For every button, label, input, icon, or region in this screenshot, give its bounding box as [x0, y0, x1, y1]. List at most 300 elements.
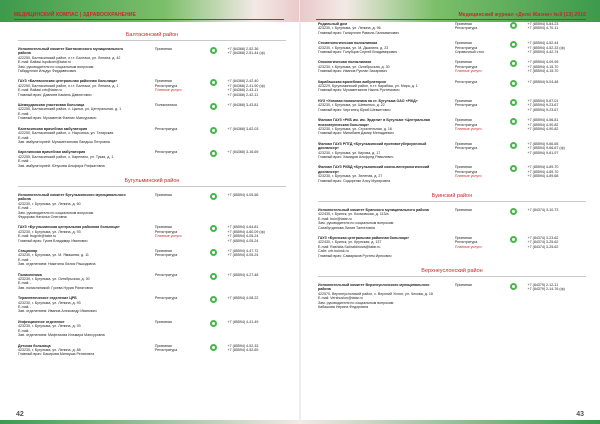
- reception-labels: [155, 103, 206, 121]
- org-detail-line: Главный врач: Хамидов Альфред Равилевич: [318, 154, 394, 159]
- reception-label: Приемная: [454, 207, 472, 212]
- org-detail-line: Федорова Наталья Олеговна: [18, 214, 67, 219]
- phone-number: +7 (85594) 5-84-23: [527, 22, 559, 26]
- phone-number: +7 (84374) 3-23-62: [527, 236, 559, 240]
- org-detail-line: 422430, г. Буинск, ул. Космовская, д. 113/а: [318, 212, 389, 217]
- right-header-title: Медицинский журнал «Дело Жизни» №9 (13) 2016: [458, 12, 586, 18]
- org-detail-line: Главный врач: Давлиев Камиль Давлятович: [18, 92, 92, 97]
- phone-number: +7 (84374) 3-25-62: [527, 244, 559, 249]
- org-detail-line: Зав. отделением: Мифтахова Ильмира Мансуровна: [18, 333, 105, 338]
- whatsapp-phone-icon: [510, 60, 517, 67]
- org-name: НУЗ «Узловая поликлиника на ст. Бугульма ОАО «РЖД»: [318, 98, 418, 103]
- org-detail-line: Зам. руководителя по социальным вопросам: [318, 300, 394, 305]
- phone-number: +7 (85594) 4-89-70: [527, 165, 559, 170]
- phone-list: [228, 273, 286, 291]
- left-content: [18, 22, 286, 363]
- org-detail-line: E-mail: Rashida.Sahratdinova@tatar.ru: [318, 244, 381, 249]
- whatsapp-phone-icon: [510, 99, 517, 106]
- reception-label: Регистратура: [154, 126, 178, 131]
- org-detail-line: Главный врач: Иванов Руслан Захарович: [318, 69, 388, 74]
- org-entry: [18, 47, 286, 73]
- org-detail-line: 422255, Балтасинский район, с. Карелино, ул. Тукая, д. 1: [18, 154, 114, 159]
- org-info: [18, 249, 135, 267]
- org-detail-line: Главный врач: Гусев Владимир Иванович: [18, 238, 88, 243]
- reception-label: Регистратура: [454, 64, 478, 69]
- phone-number: +7 (84374) 3-10-73: [527, 207, 559, 212]
- org-detail-line: 423230, г. Бугульма, ул. Ленина, д. 93: [18, 324, 81, 329]
- whatsapp-phone-icon: [510, 80, 517, 87]
- reception-labels: [155, 225, 206, 243]
- phone-list: [528, 118, 586, 136]
- footer-band: [0, 420, 300, 424]
- reception-label: Приемная: [154, 79, 172, 84]
- reception-labels: [455, 283, 506, 309]
- reception-label: Регистратура: [154, 296, 178, 301]
- reception-label: Приемная: [454, 98, 472, 103]
- district-heading: Балтасинский район: [18, 32, 286, 41]
- reception-label: Регистратура: [154, 347, 178, 352]
- district-heading: Бугульминский район: [18, 178, 286, 187]
- phone-number: +7 (85594) 4-05-24: [227, 234, 259, 239]
- phone-list: [228, 127, 286, 145]
- org-entry: [18, 127, 286, 145]
- org-entry: [18, 344, 286, 357]
- reception-label: Регистратура: [154, 272, 178, 277]
- whatsapp-phone-icon: [210, 320, 217, 327]
- phone-number: +7 (85594) 4-70-11: [527, 26, 559, 31]
- org-detail-line: Зав. отделением: Иванов Александр Иванович: [18, 309, 97, 314]
- org-name: Исполнительный комитет Буинского муниципального района: [318, 207, 429, 212]
- org-detail-line: E-mail: bugcrb@tatar.ru: [18, 234, 57, 239]
- org-detail-line: Сахабутдинова Лилия Талгатовна: [318, 225, 375, 230]
- reception-label: Регистратура: [154, 83, 178, 88]
- org-info: [318, 118, 435, 136]
- phone-list: [228, 47, 286, 73]
- org-detail-line: Кабашова Нерина Федоровна: [318, 305, 369, 310]
- phone-list: [228, 150, 286, 168]
- org-info: [318, 80, 435, 93]
- org-entry: [318, 80, 586, 93]
- org-detail-line: Главный врач: Бакирова Миляуша Ренатовна: [18, 352, 95, 357]
- reception-label: Приемная: [454, 141, 472, 146]
- org-entry: [318, 142, 586, 160]
- reception-labels: [455, 236, 506, 258]
- reception-labels: [155, 79, 206, 97]
- reception-labels: [455, 165, 506, 183]
- reception-labels: [155, 150, 206, 168]
- org-detail-line: 423230, г. Бугульма, ул. Октябрьская, д. 30: [318, 64, 390, 69]
- phone-number: +7 (85594) 4-89-70: [527, 169, 559, 174]
- org-detail-line: 423230, г. Бугульма, ул. Октябрьская, д. 30: [18, 277, 90, 282]
- org-detail-line: 423230, г. Бугульма, ул. Строительная, д. 16: [318, 126, 392, 131]
- org-info: [318, 142, 435, 160]
- org-detail-line: Главный врач: Сидоренко Алсу Мунировна: [318, 178, 391, 183]
- phone-list: [228, 296, 286, 314]
- phone-list: [528, 236, 586, 258]
- phone-number: +7 (85594) 4-52-44: [527, 41, 559, 46]
- org-detail-line: Зав. амбулаторией: Юнусова Альфира Рифкатовна: [18, 163, 105, 168]
- phone-number: +7 (85594) 4-05-56: [227, 192, 259, 197]
- org-entry: [318, 283, 586, 309]
- header-rule: [14, 19, 284, 20]
- org-name: Филиал ГАУЗ РКВД «Бугульминский кожно-венерологический диспансер»: [318, 165, 430, 174]
- org-entry: [318, 208, 586, 230]
- org-name: Поликлиника: [18, 272, 42, 277]
- org-detail-line: Главный врач: Самаряков Рустем Ирекович: [318, 253, 392, 258]
- org-detail-line: Главный врач: Минибаев Дамир Менадиевич: [318, 131, 394, 136]
- phone-number: +7 (84368) 2-42-40: [227, 79, 259, 84]
- whatsapp-phone-icon: [210, 79, 217, 86]
- phone-number: +7 (85594) 4-56-81: [527, 118, 559, 123]
- org-detail-line: 422250, Балтасинский район, п.г.т. Балтаси, ул. Ленина, д. 42: [18, 55, 121, 60]
- org-name: Стационар: [18, 249, 38, 253]
- org-detail-line: Габидуллин Ильдус Фирдавесович: [18, 69, 77, 74]
- district-heading: Верхнеуслонский район: [318, 268, 586, 277]
- phone-number: +7 (85594) 4-08-22: [227, 296, 259, 301]
- phone-number: +7 (85594) 4-15-70: [527, 69, 559, 74]
- org-entry: [318, 41, 586, 54]
- paid-services-label: Платные услуги: [454, 69, 482, 74]
- org-info: [18, 320, 135, 338]
- phone-number: +7 (84379) 2-12-11: [527, 283, 559, 288]
- phone-list: [228, 249, 286, 267]
- whatsapp-phone-icon: [510, 118, 517, 125]
- org-detail-line: E-mail: Baltasi.crb@tatar.ru: [18, 88, 62, 93]
- phone-number: +7 (84374) 3-25-62: [527, 240, 559, 245]
- org-info: [318, 22, 435, 35]
- org-detail-line: 423230, г. Бугульма, ул. М. Джалиля, д. 23: [318, 45, 389, 50]
- reception-label: Приемная: [454, 60, 472, 65]
- phone-number: +7 (84368) 2-41-90 (ф): [227, 83, 265, 88]
- org-detail-line: Зам. руководителя по социальным вопросам: [18, 210, 94, 215]
- whatsapp-phone-icon: [210, 193, 217, 200]
- org-detail-line: Сайт: crb.buinsk.ru: [318, 249, 349, 254]
- right-page: [300, 0, 600, 424]
- org-detail-line: 422250, Балтасинский район, п.г.т. Балтаси, ул. Ленина, д. 1: [18, 83, 119, 88]
- org-info: [318, 60, 435, 73]
- phone-list: [228, 103, 286, 121]
- whatsapp-phone-icon: [210, 103, 217, 110]
- phone-list: [228, 193, 286, 219]
- org-detail-line: Главный врач: Мухаметзянов Наиль Рустемович: [318, 88, 400, 93]
- org-info: [318, 165, 435, 183]
- reception-label: Регистратура: [454, 79, 478, 84]
- org-detail-line: 423230, г. Бугульма, ул. Ленина, д. 88: [18, 347, 81, 352]
- phone-number: +7 (85594) 4-89-68: [527, 174, 559, 179]
- org-entry: [318, 99, 586, 112]
- org-detail-line: 422430, г. Буинск, ул. Крупская, д. 137: [318, 240, 382, 245]
- phone-number: +7 (84368) 2-43-11: [227, 88, 259, 93]
- org-info: [18, 225, 135, 243]
- phone-number: +7 (85594) 4-05-24: [227, 253, 259, 258]
- org-detail-line: E-mail: -: [18, 159, 32, 164]
- org-info: [18, 344, 135, 357]
- paid-services-label: Платные услуги: [154, 88, 182, 93]
- phone-number: +7 (85594) 4-64-81: [227, 225, 259, 230]
- phone-number: +7 (85594) 4-15-70: [527, 64, 559, 69]
- reception-label: Приемная: [154, 192, 172, 197]
- phone-number: +7 (85594) 4-52-33: [227, 343, 259, 348]
- phone-number: +7 (85594) 9-61-97: [527, 150, 559, 155]
- reception-label: Регистратура: [454, 103, 478, 108]
- org-name: Детская больница: [18, 343, 51, 348]
- org-entry: [18, 79, 286, 97]
- org-info: [318, 236, 435, 258]
- reception-label: Приемная: [454, 41, 472, 46]
- reception-label: Приемная: [154, 225, 172, 230]
- left-header-title: МЕДИЦИНСКИЙ КОМПАС | ЗДРАВООХРАНЕНИЕ: [14, 12, 136, 18]
- phone-list: [528, 22, 586, 35]
- phone-number: +7 (84368) 3-62-03: [227, 126, 259, 131]
- reception-labels: [455, 60, 506, 73]
- phone-list: [528, 165, 586, 183]
- page-number-right: 43: [576, 411, 584, 418]
- phone-list: [228, 320, 286, 338]
- org-entry: [18, 225, 286, 243]
- paid-services-label: Платные услуги: [154, 234, 182, 239]
- org-name: Родильный дом: [318, 22, 347, 26]
- reception-label: Регистратура: [154, 229, 178, 234]
- phone-number: +7 (85594) 4-90-82: [527, 122, 559, 127]
- whatsapp-phone-icon: [210, 273, 217, 280]
- org-detail-line: 422250, Балтасинский район, с. Нырсинка, ул. Татарская: [18, 131, 114, 136]
- org-detail-line: E-mail: -: [18, 111, 32, 116]
- org-detail-line: Главный врач: Галиуллин Рамиль Галимзянович: [318, 30, 400, 35]
- phone-number: +7 (84368) 3-16-69: [227, 150, 259, 155]
- reception-label: Приемная: [154, 249, 172, 253]
- phone-number: +7 (85594) 4-09-95: [527, 60, 559, 65]
- phone-number: +7 (84368) 3-43-81: [227, 103, 259, 108]
- reception-labels: [455, 22, 506, 35]
- org-detail-line: Зав. отделением: Никитина Лилия Рашидовна: [18, 262, 96, 267]
- org-info: [18, 103, 135, 121]
- whatsapp-phone-icon: [510, 22, 517, 29]
- phone-list: [228, 79, 286, 97]
- phone-list: [528, 41, 586, 54]
- whatsapp-phone-icon: [210, 150, 217, 157]
- reception-labels: [155, 344, 206, 357]
- whatsapp-phone-icon: [510, 142, 517, 149]
- phone-number: +7 (85594) 5-04-48: [527, 79, 559, 84]
- org-info: [18, 150, 135, 168]
- reception-label: Приемная: [454, 118, 472, 123]
- phone-number: +7 (84379) 2-14-76 (ф): [527, 287, 565, 292]
- phone-number: +7 (85594) 4-90-82: [527, 126, 559, 131]
- org-name: Терапевтическое отделение ЦРБ: [18, 296, 77, 301]
- whatsapp-phone-icon: [210, 127, 217, 134]
- reception-label: Поликлиника: [154, 103, 177, 108]
- reception-label: Справочный стол: [454, 50, 485, 55]
- org-name: Исполнительный комитет Верхнеуслонского муниципального района: [318, 283, 430, 292]
- reception-labels: [155, 193, 206, 219]
- org-entry: [18, 296, 286, 314]
- reception-label: Регистратура: [454, 146, 478, 151]
- footer-band: [300, 420, 600, 424]
- right-content: [318, 22, 586, 315]
- org-detail-line: E-mail: -: [18, 305, 32, 310]
- org-entry: [318, 60, 586, 73]
- phone-list: [528, 60, 586, 73]
- reception-label: Регистратура: [454, 169, 478, 174]
- phone-number: +7 (85594) 9-23-67: [527, 107, 559, 112]
- phone-number: +7 (85594) 4-60-09 (ф): [227, 229, 265, 234]
- org-info: [18, 296, 135, 314]
- org-name: Балтасинская врачебная амбулатория: [18, 126, 88, 131]
- org-entry: [18, 150, 286, 168]
- org-detail-line: 423230, г. Бугульма, ул. Ленина, д. 93: [18, 300, 81, 305]
- phone-list: [528, 80, 586, 93]
- reception-labels: [155, 296, 206, 314]
- org-entry: [318, 118, 586, 136]
- whatsapp-phone-icon: [510, 236, 517, 243]
- org-entry: [18, 103, 286, 121]
- reception-label: Приемная: [454, 236, 472, 240]
- phone-number: +7 (85594) 4-42-74: [527, 50, 559, 55]
- phone-number: +7 (84368) 2-51-44 (ф): [227, 51, 265, 56]
- phone-number: +7 (85594) 9-66-67 (ф): [527, 146, 565, 151]
- org-detail-line: Главный врач: Голубцов Сергей Владимирович: [318, 50, 398, 55]
- org-name: Исполнительный комитет Бугульминского муниципального района: [18, 192, 126, 202]
- reception-labels: [155, 320, 206, 338]
- org-entry: [318, 165, 586, 183]
- org-detail-line: E-mail: -: [18, 328, 32, 333]
- phone-number: +7 (85594) 9-23-67: [527, 103, 559, 108]
- reception-label: Регистратура: [454, 122, 478, 127]
- org-info: [318, 99, 435, 112]
- phone-list: [228, 225, 286, 243]
- page-number-left: 42: [16, 411, 24, 418]
- org-entry: [18, 273, 286, 291]
- reception-labels: [455, 142, 506, 160]
- reception-labels: [155, 249, 206, 267]
- reception-label: Приемная: [154, 343, 172, 348]
- paid-services-label: Платные услуги: [454, 174, 482, 179]
- reception-label: Приемная: [454, 283, 472, 288]
- phone-list: [528, 208, 586, 230]
- org-detail-line: 423230, г. Бугульма, ул. М. Ямашева, д. 11: [18, 253, 89, 258]
- org-detail-line: Зам. руководителя по социальным вопросам: [18, 64, 94, 69]
- org-name: ГАУЗ «Бугульминская центральная районная больница»: [18, 225, 120, 230]
- org-detail-line: E-mail: buin@tatar.ru: [318, 216, 352, 221]
- phone-number: +7 (85594) 9-66-65: [527, 141, 559, 146]
- phone-number: +7 (85594) 4-47-72: [227, 249, 259, 253]
- org-detail-line: Зам. руководителя по социальным вопросам: [318, 221, 394, 226]
- org-detail-line: E-mail: -: [18, 135, 32, 140]
- reception-labels: [455, 41, 506, 54]
- org-detail-line: 423230, г. Бугульма, ул. Ленина, д. 96: [318, 26, 381, 31]
- whatsapp-phone-icon: [510, 41, 517, 48]
- reception-label: Регистратура: [454, 45, 478, 50]
- phone-list: [528, 99, 586, 112]
- phone-number: +7 (85594) 4-41-49: [227, 319, 259, 324]
- reception-label: Приемная: [454, 22, 472, 26]
- org-info: [18, 47, 135, 73]
- paid-services-label: Платные услуги: [454, 126, 482, 131]
- org-entry: [318, 22, 586, 35]
- phone-number: +7 (85594) 4-52-33 (ф): [527, 45, 565, 50]
- org-name: Онкологическая поликлиника: [318, 60, 372, 65]
- reception-labels: [455, 99, 506, 112]
- phone-number: +7 (85594) 4-05-24: [227, 238, 259, 243]
- org-detail-line: 423230, г. Бугульма, ул. Зеленая, д. 27: [318, 174, 383, 179]
- header-rule: [316, 19, 586, 20]
- org-detail-line: 423229, Бугульминский район, п.г.т. Карабаш, ул. Мира, д. 1: [318, 84, 418, 89]
- org-name: Шеморданская участковая больница: [18, 103, 85, 108]
- org-entry: [18, 193, 286, 219]
- org-name: ГАУЗ «Балтасинская центральная районная больница»: [18, 79, 118, 84]
- reception-label: Приемная: [154, 319, 172, 324]
- reception-labels: [155, 127, 206, 145]
- reception-labels: [155, 273, 206, 291]
- org-detail-line: Зав. поликлиникой: Гусева Нурия Ринатовна: [18, 285, 93, 290]
- phone-number: +7 (85594) 4-27-48: [227, 272, 259, 277]
- org-name: Филиал ГАУЗ «РКБ им. им. Эрдели» в Бугульме «Центральная психиатрическая больница»: [318, 118, 431, 127]
- whatsapp-phone-icon: [510, 208, 517, 215]
- org-info: [318, 41, 435, 54]
- reception-label: Приемная: [154, 47, 172, 51]
- reception-label: Регистратура: [454, 240, 478, 245]
- whatsapp-phone-icon: [510, 283, 517, 290]
- org-info: [318, 283, 435, 309]
- org-info: [18, 193, 135, 219]
- org-name: Карабашская врачебная амбулатория: [318, 79, 386, 84]
- org-name: Инфекционное отделение: [18, 319, 65, 324]
- org-detail-line: E-mail: -: [18, 206, 32, 211]
- reception-labels: [455, 80, 506, 93]
- org-info: [318, 208, 435, 230]
- org-name: ГАУЗ «Буинская центральная районная больница»: [318, 236, 410, 240]
- org-detail-line: 423230, г. Бугульма, ул. Шевченко, д. 22: [318, 103, 385, 108]
- reception-label: Регистратура: [454, 26, 478, 31]
- org-detail-line: Главный врач: Чергинец Юрий Шевкетович: [318, 107, 391, 112]
- phone-number: +7 (84368) 2-52-36: [227, 47, 259, 51]
- reception-labels: [155, 47, 206, 73]
- whatsapp-phone-icon: [210, 249, 217, 256]
- whatsapp-phone-icon: [210, 47, 217, 54]
- phone-number: +7 (84368) 2-42-11: [227, 92, 259, 97]
- whatsapp-phone-icon: [210, 225, 217, 232]
- org-detail-line: E-mail: Vershuslon@tatar.ru: [318, 296, 363, 301]
- org-info: [18, 273, 135, 291]
- org-info: [18, 79, 135, 97]
- reception-label: Приемная: [454, 165, 472, 170]
- phone-list: [528, 142, 586, 160]
- org-detail-line: 423230, г. Бугульма, ул. Кирова, д. 17: [318, 150, 381, 155]
- reception-label: Регистратура: [154, 150, 178, 155]
- org-name: Стоматологическая поликлиника: [318, 41, 378, 46]
- org-entry: [318, 236, 586, 258]
- paid-services-label: Платные услуги: [454, 244, 482, 249]
- whatsapp-phone-icon: [210, 344, 217, 351]
- district-heading: Буинский район: [318, 193, 586, 202]
- org-detail-line: 423230, г. Бугульма, ул. Ленина, д. 60: [18, 201, 81, 206]
- org-detail-line: E-mail: -: [18, 281, 32, 286]
- reception-labels: [455, 118, 506, 136]
- phone-number: +7 (85594) 4-52-69: [227, 347, 259, 352]
- org-name: Карелинская врачебная амбулатория: [18, 150, 86, 155]
- phone-number: +7 (85594) 5-67-01: [527, 98, 559, 103]
- org-detail-line: 422250, Балтасинский район, с. Цыпья, ул. Центральная, д. 1: [18, 107, 122, 112]
- org-entry: [18, 320, 286, 338]
- org-detail-line: Зав. амбулаторией: Мухаметзянова Ландыш Петровна: [18, 139, 110, 144]
- org-detail-line: 423230, г. Бугульма, ул. Ленина, д. 93: [18, 229, 81, 234]
- org-detail-line: 422570, Верхнеуслонский район, с. Верхний Услон, ул. Чехова, д. 18: [318, 291, 433, 296]
- reception-labels: [455, 208, 506, 230]
- whatsapp-phone-icon: [510, 165, 517, 172]
- whatsapp-phone-icon: [210, 296, 217, 303]
- org-detail-line: Главный врач: Мухаметов Фаннис Мансурович: [18, 116, 97, 121]
- org-detail-line: E-mail: -: [18, 257, 32, 262]
